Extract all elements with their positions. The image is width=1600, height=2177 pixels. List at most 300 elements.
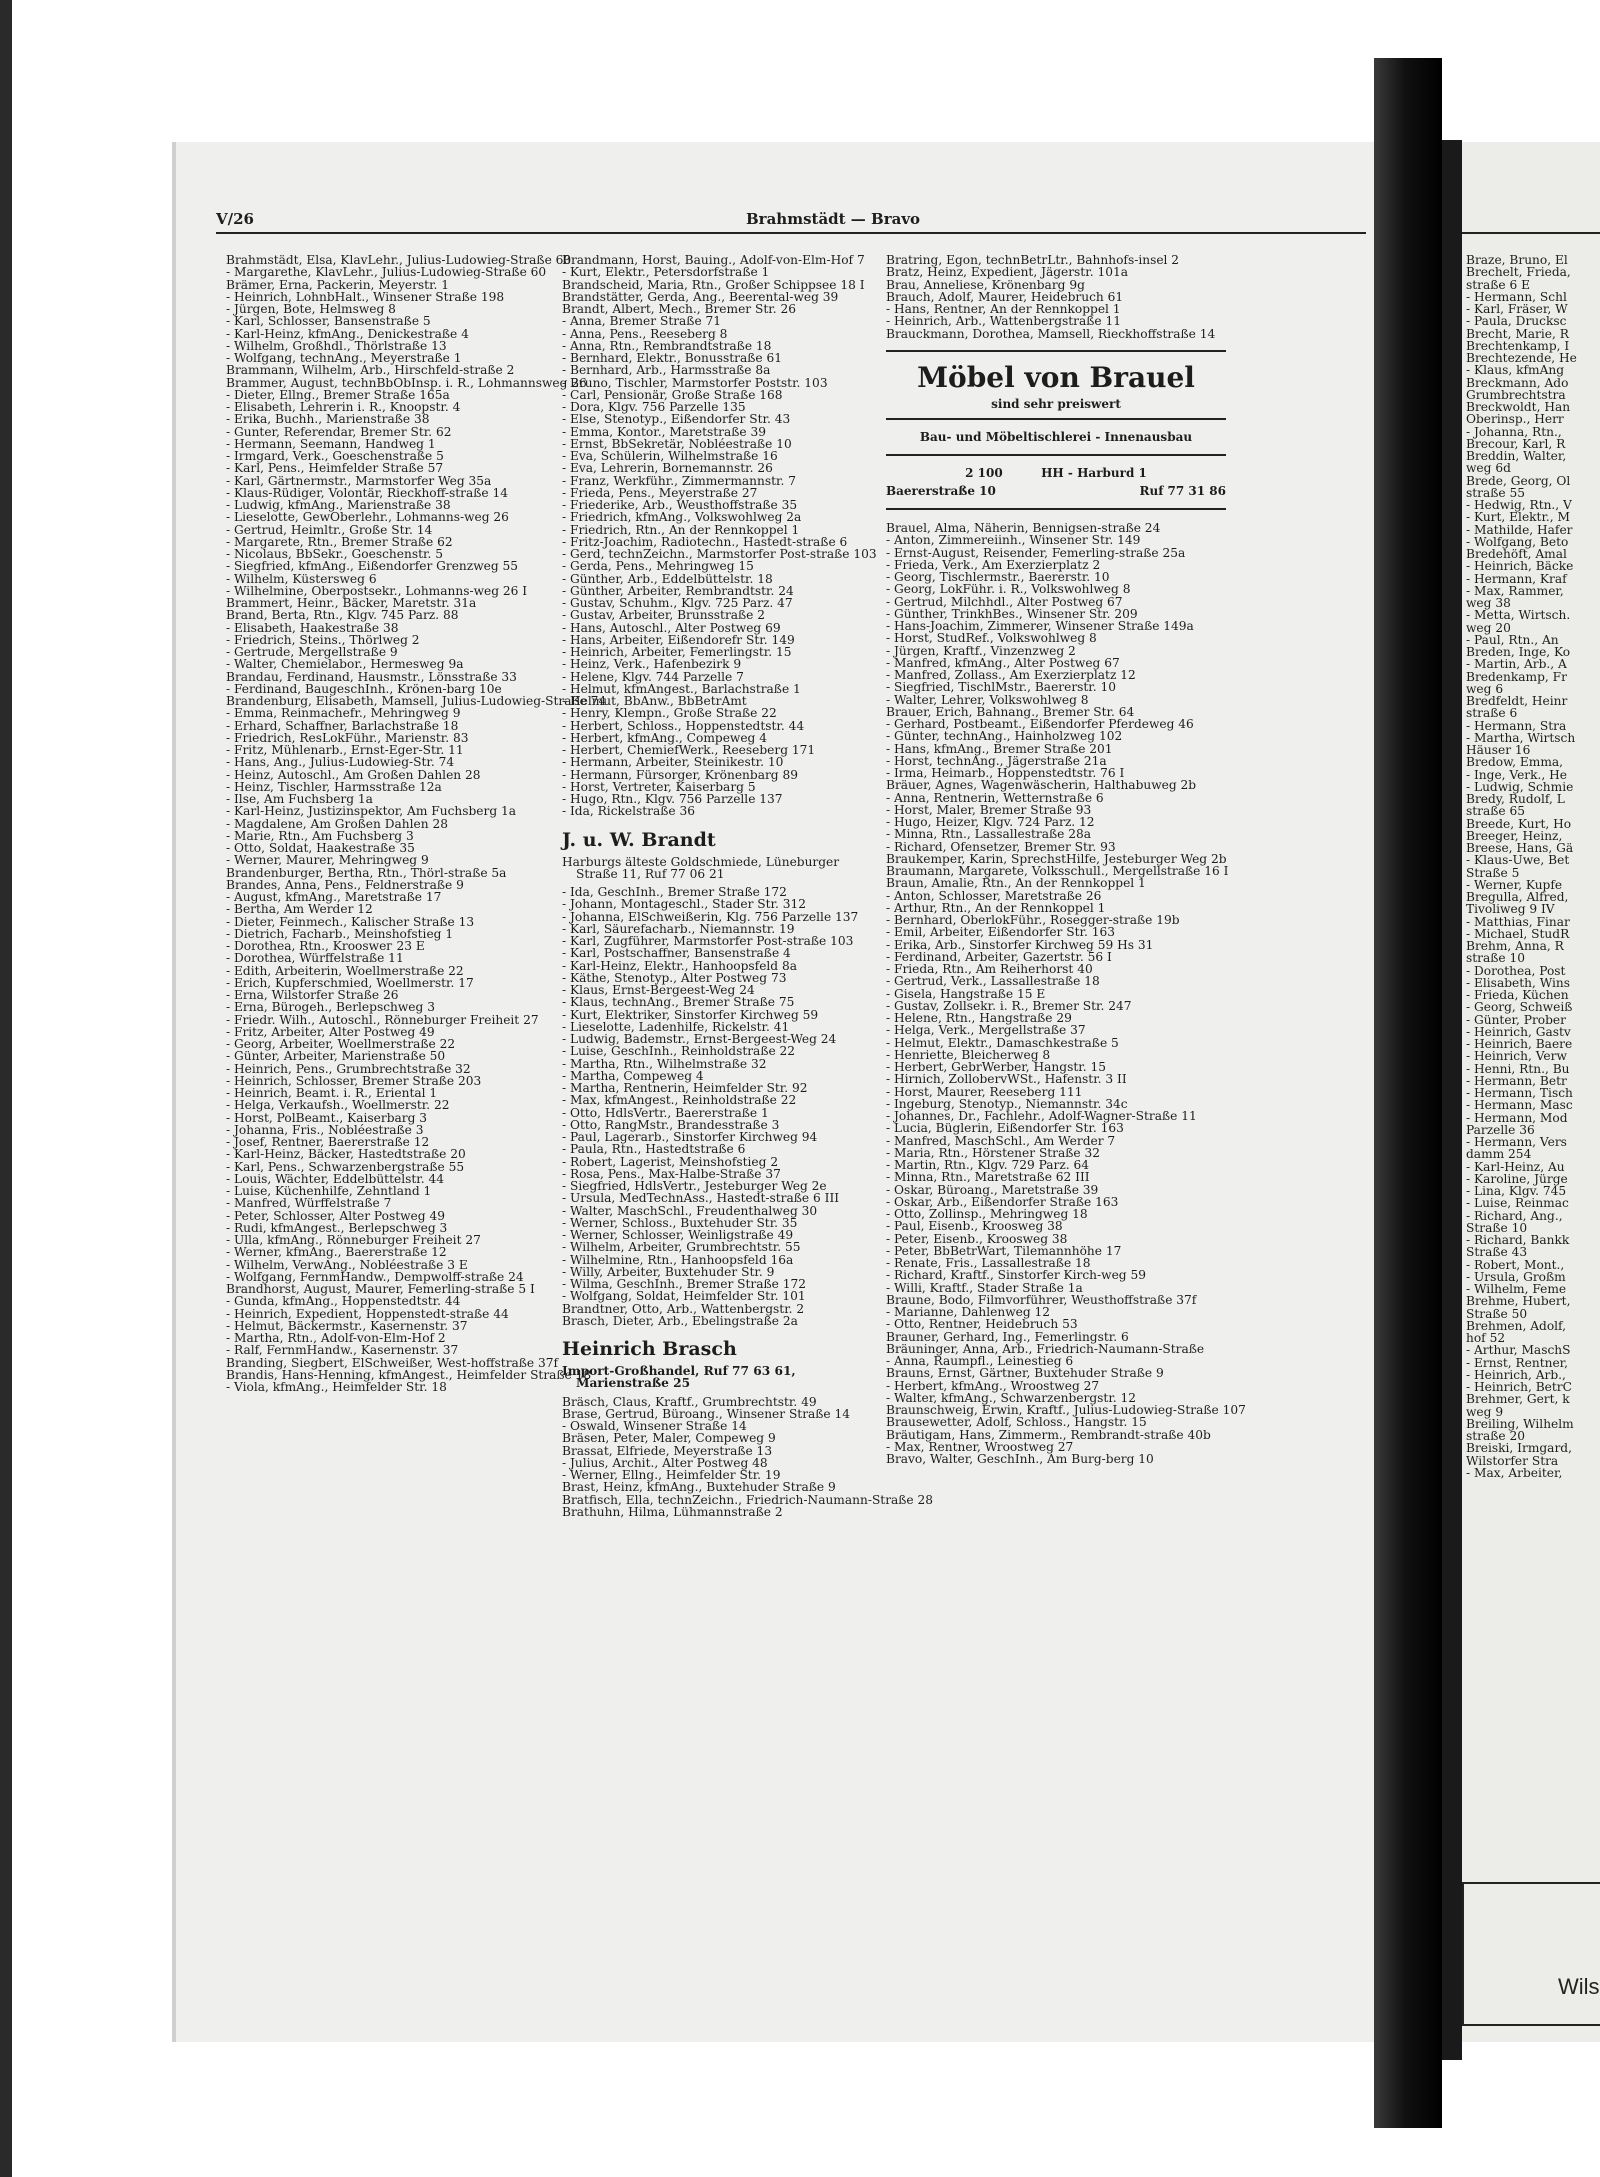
directory-entry: - Helmut, kfmAngest., Barlachstraße 1	[562, 681, 801, 696]
directory-entry: - Luise, GeschInh., Reinholdstraße 22	[562, 1044, 796, 1059]
directory-entry: - Karl, Gärtnermstr., Marmstorfer Weg 35a	[226, 473, 492, 488]
column-2-entries-c	[562, 1394, 934, 1519]
directory-entry: - Else, Stenotyp., Eißendorfer Str. 43	[562, 412, 791, 427]
directory-entry: - Minna, Rtn., Maretstraße 62 III	[886, 1170, 1090, 1185]
directory-entry: - Fritz, Mühlenarb., Ernst-Eger-Str. 11	[226, 743, 464, 757]
directory-entry: Straße 50	[1466, 1306, 1528, 1321]
directory-entry: - Max, Arbeiter,	[1466, 1465, 1563, 1480]
directory-entry: - Max, kfmAngest., Reinholdstraße 22	[562, 1093, 797, 1108]
directory-entry: - Josef, Rentner, Baererstraße 12	[226, 1135, 430, 1149]
directory-entry: - Heinrich, Pens., Grumbrechtstraße 32	[226, 1061, 471, 1076]
directory-entry: Brauer, Erich, Bahnang., Bremer Str. 64	[886, 704, 1135, 719]
directory-entry: - Johanna, Rtn.,	[1466, 424, 1562, 439]
directory-entry: straße 55	[1466, 485, 1525, 500]
directory-entry: - Horst, Maler, Bremer Straße 93	[886, 802, 1092, 817]
directory-entry: Brandau, Ferdinand, Hausmstr., Lönsstraße 33	[226, 669, 517, 684]
directory-entry: - Klaus-Uwe, Bet	[1466, 853, 1570, 868]
directory-entry: weg 6	[1466, 681, 1504, 696]
directory-entry: - Georg, Schweiß	[1466, 1000, 1573, 1015]
directory-entry: - Ludwig, Bademstr., Ernst-Bergeest-Weg 24	[562, 1032, 837, 1046]
directory-entry: - Bernhard, OberlokFühr., Rosegger-straße 19b	[886, 913, 1180, 927]
directory-entry: - Wilma, GeschInh., Bremer Straße 172	[562, 1277, 806, 1291]
directory-entry: - Paula, Drucksc	[1466, 314, 1567, 329]
directory-entry: - Manfred, Würffelstraße 7	[226, 1196, 392, 1211]
directory-entry: - Mathilde, Hafer	[1466, 522, 1573, 537]
directory-entry: - Martha, Rentnerin, Heimfelder Str. 92	[562, 1081, 808, 1095]
directory-entry: - Franz, Werkführ., Zimmermannstr. 7	[562, 473, 797, 488]
directory-entry: Straße 43	[1466, 1245, 1528, 1260]
directory-entry: Tivoliweg 9 IV	[1466, 902, 1555, 917]
directory-entry: Straße 10	[1466, 1220, 1528, 1235]
directory-entry: Bratfisch, Ella, technZeichn., Friedrich-Naumann-Straße 28	[562, 1492, 934, 1507]
directory-entry: - Heinrich, Bäcke	[1466, 559, 1574, 574]
directory-entry: Breddin, Walter,	[1466, 449, 1567, 463]
directory-entry: - Klaus, technAng., Bremer Straße 75	[562, 995, 795, 1010]
directory-entry: - Siegfried, kfmAng., Eißendorfer Grenzweg 55	[226, 559, 519, 574]
column-3	[886, 253, 1246, 1466]
directory-entry: - Julius, Archit., Alter Postweg 48	[562, 1455, 768, 1470]
directory-entry: - Dietrich, Facharb., Meinshofstieg 1	[226, 926, 454, 941]
directory-entry: - Manfred, MaschSchl., Am Werder 7	[886, 1133, 1116, 1148]
directory-entry: - Hermann, Seemann, Handweg 1	[226, 436, 436, 451]
directory-entry: - Hedwig, Rtn., V	[1466, 498, 1572, 512]
directory-entry: - Käthe, Stenotyp., Alter Postweg 73	[562, 970, 787, 985]
directory-entry: - Ernst, Rentner,	[1466, 1355, 1569, 1370]
directory-entry: - Siegfried, TischlMstr., Baererstr. 10	[886, 680, 1117, 695]
directory-entry: Bräuer, Agnes, Wagenwäscherin, Halthabuweg 2b	[886, 778, 1197, 793]
column-3-entries-b	[886, 521, 1246, 1466]
directory-entry: weg 9	[1466, 1404, 1504, 1419]
directory-entry: - Metta, Wirtsch.	[1466, 608, 1571, 623]
directory-entry: - Horst, StudRef., Volkswohlweg 8	[886, 631, 1097, 646]
directory-entry: - Gunter, Referendar, Bremer Str. 62	[226, 424, 452, 439]
directory-entry: - Nicolaus, BbSekr., Goeschenstr. 5	[226, 547, 443, 561]
directory-entry: Brammert, Heinr., Bäcker, Maretstr. 31a	[226, 596, 477, 610]
directory-entry: Breeger, Heinz,	[1466, 828, 1563, 843]
directory-entry: Bräsch, Claus, Kraftf., Grumbrechtstr. 49	[562, 1394, 817, 1409]
directory-entry: Bräutigam, Hans, Zimmerm., Rembrandt-straße 40b	[886, 1427, 1211, 1442]
directory-entry: - Rosa, Pens., Max-Halbe-Straße 37	[562, 1166, 781, 1181]
directory-entry: Bredfeldt, Heinr	[1466, 694, 1568, 708]
directory-entry: - Ulla, kfmAng., Rönneburger Freiheit 27	[226, 1233, 481, 1247]
directory-entry: - Herbert, Schloss., Hoppenstedtstr. 44	[562, 718, 805, 733]
directory-entry: - Emma, Kontor., Maretstraße 39	[562, 424, 766, 439]
directory-entry: - Heinz, Tischler, Harmsstraße 12a	[226, 779, 442, 794]
directory-entry: - Ida, GeschInh., Bremer Straße 172	[562, 885, 787, 899]
directory-entry: Brecht, Marie, R	[1466, 326, 1569, 341]
directory-entry: - Minna, Rtn., Lassallestraße 28a	[886, 827, 1092, 842]
directory-entry: Brandscheid, Maria, Rtn., Großer Schippsee 18 I	[562, 277, 865, 292]
directory-entry: Breckmann, Ado	[1466, 375, 1569, 390]
directory-entry: - Oswald, Winsener Straße 14	[562, 1419, 747, 1433]
directory-entry: - Lina, Klgv. 745	[1466, 1184, 1567, 1198]
directory-entry: - Peter, Eisenb., Krooswеg 38	[886, 1231, 1068, 1246]
directory-entry: - Margarete, Rtn., Bremer Straße 62	[226, 534, 453, 549]
directory-entry: - Heinrich, Gastv	[1466, 1024, 1571, 1039]
directory-entry: - Maria, Rtn., Hörstener Straße 32	[886, 1145, 1101, 1160]
directory-entry: - Heinrich, BetrC	[1466, 1380, 1572, 1394]
advert-address-line	[886, 464, 1226, 482]
directory-entry: - Karl, Schlosser, Bansenstraße 5	[226, 314, 431, 329]
directory-entry: - Dorothea, Post	[1466, 963, 1566, 978]
directory-entry: - Werner, Ellng., Heimfelder Str. 19	[562, 1468, 781, 1482]
directory-entry: - Gertrud, Verk., Lassallestraße 18	[886, 974, 1100, 989]
directory-entry: - Gertrud, Milchhdl., Alter Postweg 67	[886, 594, 1123, 609]
directory-entry: - Georg, Arbeiter, Woellmerstraße 22	[226, 1037, 456, 1051]
directory-entry: - Horst, PolBeamt., Kaiserbarg 3	[226, 1110, 428, 1125]
directory-entry: - Gisela, Hangstraße 15 E	[886, 986, 1046, 1001]
directory-entry: - Karl, Pens., Heimfelder Straße 57	[226, 461, 444, 476]
directory-entry: - Inge, Verk., He	[1466, 767, 1567, 782]
directory-entry: - Hermann, Fürsorger, Krönenbarg 89	[562, 767, 798, 782]
directory-entry: - Frieda, Verk., Am Exerzierplatz 2	[886, 557, 1101, 572]
advert-trade-line: Bau- und Möbeltischlerei - Innenausbau	[919, 430, 1193, 444]
directory-entry: - Emil, Arbeiter, Eißendorfer Str. 163	[886, 925, 1116, 940]
directory-entry: - Anna, Pens., Reeseberg 8	[562, 326, 728, 341]
directory-entry: Bravo, Walter, GeschInh., Am Burg-berg 10	[886, 1452, 1154, 1466]
directory-entry: Brast, Heinz, kfmAng., Buxtehuder Straße 9	[562, 1480, 836, 1495]
header-rule	[216, 232, 1366, 234]
directory-entry: - Luise, Reinmac	[1466, 1196, 1569, 1211]
directory-entry: - Richard, Ofensetzer, Bremer Str. 93	[886, 839, 1116, 854]
directory-entry: - Martha, Rtn., Adolf-von-Elm-Hof 2	[226, 1331, 446, 1345]
directory-entry: - Hugo, Heizer, Klgv. 724 Parz. 12	[886, 815, 1095, 829]
directory-entry: Brandes, Anna, Pens., Feldnerstraße 9	[226, 877, 464, 892]
directory-entry: - Günther, TrinkhBes., Winsener Str. 209	[886, 606, 1138, 621]
directory-entry: - Hermann, Kraf	[1466, 571, 1567, 586]
directory-entry: Brauch, Adolf, Maurer, Heidebruch 61	[886, 289, 1124, 304]
directory-entry: - Jürgen, Bote, Helmsweg 8	[226, 302, 396, 316]
directory-entry: - Ferdinand, BaugeschInh., Krönen-barg 10e	[226, 681, 502, 696]
directory-entry: Brasch, Dieter, Arb., Ebelingstraße 2a	[562, 1313, 798, 1328]
directory-entry: - Karoline, Jürge	[1466, 1171, 1568, 1186]
directory-entry: weg 6d	[1466, 461, 1511, 476]
column-2	[562, 253, 934, 1519]
directory-entry: - Helene, Rtn., Hangstraße 29	[886, 1011, 1072, 1025]
directory-entry: straße 20	[1466, 1429, 1525, 1443]
directory-entry: hof 52	[1466, 1331, 1506, 1345]
directory-entry: - Wilhelm, VerwAng., Nobléestraße 3 E	[226, 1257, 468, 1272]
directory-entry: - Werner, Schlosser, Weinligstraße 49	[562, 1228, 794, 1242]
directory-entry: - Martha, Rtn., Wilhelmstraße 32	[562, 1056, 767, 1071]
directory-entry: - Anton, Schlosser, Maretstraße 26	[886, 888, 1102, 903]
directory-entry: - Margarethe, KlavLehr., Julius-Ludowieg-Straße 60	[226, 265, 547, 280]
directory-entry: - Friedrich, Rtn., An der Rennkoppel 1	[562, 522, 800, 537]
directory-entry: Brandis, Hans-Henning, kfmAngest., Heimfelder Straße 18	[226, 1367, 592, 1382]
directory-entry: - Paul, Eisenb., Krooswеg 38	[886, 1219, 1063, 1234]
directory-entry: - Max, Rammer,	[1466, 583, 1564, 598]
directory-entry: - Martin, Arb., A	[1466, 657, 1567, 672]
directory-entry: Brammann, Wilhelm, Arb., Hirschfeld-straße 2	[226, 363, 515, 378]
directory-entry: - Ingeburg, Stenotyp., Niemannstr. 34c	[886, 1096, 1128, 1111]
directory-entry: - Karl-Heinz, Elektr., Hanhoopsfeld 8a	[562, 958, 798, 973]
directory-entry: - Kurt, Elektr., M	[1466, 510, 1571, 525]
directory-entry: - Friederike, Arb., Weusthoffstraße 35	[562, 498, 798, 512]
directory-entry: Bredy, Rudolf, L	[1466, 792, 1565, 806]
directory-entry: Brecour, Karl, R	[1466, 436, 1566, 451]
directory-entry: - Dieter, Feinmech., Kalischer Straße 13	[226, 914, 475, 929]
directory-entry: - Henry, Klempn., Große Straße 22	[562, 706, 777, 721]
directory-entry: - Hermann, Arbeiter, Steinikestr. 10	[562, 755, 784, 770]
directory-entry: - Peter, Schlosser, Alter Postweg 49	[226, 1208, 445, 1223]
directory-entry: - Hermann, Mod	[1466, 1110, 1568, 1125]
advert-brasch-name: Heinrich Brasch	[562, 1338, 737, 1360]
directory-entry: straße 6 E	[1466, 277, 1530, 292]
column-2-entries-b	[562, 886, 898, 1327]
directory-entry: Brehme, Hubert,	[1466, 1294, 1571, 1309]
column-3-entries-a	[886, 254, 1226, 340]
directory-entry: - Hermann, Vers	[1466, 1135, 1567, 1149]
directory-entry: Brauner, Gerhard, Ing., Femerlingstr. 6	[886, 1329, 1129, 1344]
directory-entry: - Frieda, Pens., Meyerstraße 27	[562, 485, 758, 500]
directory-entry: - Otto, Zollinsp., Mehringweg 18	[886, 1207, 1088, 1221]
directory-entry: - Werner, Kupfe	[1466, 877, 1563, 892]
directory-entry: - Ludwig, kfmAng., Marienstraße 38	[226, 498, 451, 512]
directory-entry: - Erna, Wilstorfer Straße 26	[226, 988, 399, 1002]
directory-entry: - Johanna, Fris., Nobléestraße 3	[226, 1122, 424, 1137]
directory-entry: Brechtenkamp, I	[1466, 338, 1570, 353]
directory-entry: - Bernhard, Elektr., Bonusstraße 61	[562, 351, 782, 365]
facing-header-rule	[1462, 232, 1600, 234]
directory-entry: Brandenburg, Elisabeth, Mamsell, Julius-Ludowieg-Straße 74	[226, 694, 607, 708]
directory-entry: - Siegfried, HdlsVertr., Jesteburger Weg 2e	[562, 1179, 827, 1193]
directory-entry: - Luise, Küchenhilfe, Zehntland 1	[226, 1184, 432, 1198]
directory-entry: - Heinrich, Expedient, Hoppenstedt-straße 44	[226, 1306, 509, 1321]
directory-entry: Breese, Hans, Gä	[1466, 841, 1574, 855]
directory-entry: - Gerd, technZeichn., Marmstorfer Post-straße 103	[562, 547, 877, 561]
directory-entry: Brau, Anneliese, Krönenbarg 9g	[886, 277, 1085, 292]
directory-entry: Parzelle 36	[1466, 1122, 1535, 1137]
directory-entry: - Friedrich, kfmAng., Volkswohlweg 2a	[562, 510, 802, 525]
directory-entry: - Hermann, Stra	[1466, 718, 1567, 733]
directory-entry: - Elisabeth, Wins	[1466, 975, 1571, 990]
directory-entry: Brandmann, Horst, Bauing., Adolf-von-Elm-Hof 7	[562, 253, 865, 267]
directory-entry: - Horst, Maurer, Reeseberg 111	[886, 1084, 1083, 1099]
directory-entry: - Dieter, Ellng., Bremer Straße 165a	[226, 387, 450, 402]
directory-entry: - Erhard, Schaffner, Barlachstraße 18	[226, 718, 459, 733]
directory-entry: - Martha, Compeweg 4	[562, 1068, 704, 1083]
directory-entry: - Heinrich, Arbeiter, Femerlingstr. 15	[562, 645, 792, 659]
directory-entry: - Henriette, Bleicherweg 8	[886, 1047, 1051, 1062]
advert-rule-2	[886, 454, 1226, 456]
advert-brasch-text: Import-Großhandel, Ruf 77 63 61, Marienstraße 25	[562, 1364, 796, 1391]
directory-entry: Brand, Berta, Rtn., Klgv. 745 Parz. 88	[226, 608, 459, 623]
directory-entry: - Manfred, kfmAng., Alter Postweg 67	[886, 655, 1120, 670]
directory-page	[176, 142, 1374, 2042]
directory-entry: - Lieselotte, Ladenhilfe, Rickelstr. 41	[562, 1019, 790, 1034]
directory-entry: Brehmen, Adolf,	[1466, 1318, 1566, 1333]
advert-street: Baererstraße 10	[886, 484, 996, 498]
directory-entry: - Georg, Tischlermstr., Baererstr. 10	[886, 570, 1110, 584]
directory-entry: - Heinrich, Arb.,	[1466, 1367, 1566, 1382]
directory-entry: - Wilhelmine, Rtn., Hanhoopsfeld 16a	[562, 1252, 794, 1267]
facing-advert-box	[1462, 1882, 1600, 2026]
directory-entry: - Gustav, Schuhm., Klgv. 725 Parz. 47	[562, 596, 793, 610]
directory-entry: Häuser 16	[1466, 743, 1531, 757]
directory-entry: - Frieda, Küchen	[1466, 988, 1569, 1002]
directory-entry: - Günter, Arbeiter, Marienstraße 50	[226, 1049, 446, 1064]
directory-entry: - Bruno, Tischler, Marmstorfer Poststr. 103	[562, 375, 828, 390]
directory-entry: Brauns, Ernst, Gärtner, Buxtehuder Straße 9	[886, 1366, 1164, 1381]
directory-entry: - Manfred, Zollass., Am Exerzierplatz 12	[886, 668, 1136, 682]
directory-entry: - Ludwig, Schmie	[1466, 779, 1574, 794]
directory-entry: - Martha, Wirtsch	[1466, 730, 1576, 745]
directory-entry: - Herbert, kfmAng., Compeweg 4	[562, 730, 767, 745]
directory-entry: - Magdalene, Am Großen Dahlen 28	[226, 816, 448, 831]
directory-entry: - Friedr. Wilh., Autoschl., Rönneburger Freiheit 27	[226, 1012, 539, 1027]
directory-entry: - Karl, Säurefacharb., Niemannstr. 19	[562, 921, 795, 936]
column-2-entries-a	[562, 254, 898, 818]
directory-entry: - Max, Rentner, Wroostweg 27	[886, 1439, 1074, 1454]
directory-entry: - Karl, Fräser, W	[1466, 302, 1568, 316]
directory-entry: - Hermann, Masc	[1466, 1098, 1573, 1113]
directory-entry: - Karl, Pens., Schwarzenbergstraße 55	[226, 1159, 465, 1174]
advert-moebel-brauel	[886, 350, 1226, 510]
directory-entry: - Hans-Joachim, Zimmerer, Winsener Straße 149a	[886, 619, 1194, 633]
book-spine-edge	[1442, 140, 1462, 2060]
directory-entry: - Karl-Heinz, Justizinspektor, Am Fuchsberg 1a	[226, 804, 517, 819]
directory-entry: - Irmgard, Verk., Goeschenstraße 5	[226, 449, 444, 463]
directory-entry: - August, kfmAng., Maretstraße 17	[226, 890, 442, 904]
directory-entry: Brede, Georg, Ol	[1466, 473, 1571, 488]
advert-brandt-text: Harburgs älteste Goldschmiede, Lüneburger Straße 11, Ruf 77 06 21	[562, 854, 840, 881]
directory-entry: - Heinrich, Schlosser, Bremer Straße 203	[226, 1073, 482, 1088]
directory-entry: - Hans, Rentner, An der Rennkoppel 1	[886, 302, 1121, 316]
directory-entry: - Wilhelm, Arbeiter, Grumbrechtstr. 55	[562, 1240, 801, 1255]
directory-entry: - Anna, Rtn., Rembrandtstraße 18	[562, 338, 772, 353]
directory-entry: - Robert, Mont.,	[1466, 1257, 1565, 1272]
directory-entry: - Wilhelm, Großhdl., Thörlstraße 13	[226, 338, 447, 353]
directory-entry: - Richard, Bankk	[1466, 1233, 1570, 1247]
directory-entry: - Otto, HdlsVertr., Baererstraße 1	[562, 1105, 769, 1120]
directory-entry: - Arthur, Rtn., An der Rennkoppel 1	[886, 900, 1106, 915]
directory-entry: - Walter, kfmAng., Schwarzenbergstr. 12	[886, 1390, 1137, 1405]
directory-entry: - Ferdinand, Arbeiter, Gazertstr. 56 I	[886, 949, 1112, 964]
directory-entry: Braunschweig, Erwin, Kraftf., Julius-Ludowieg-Straße 107	[886, 1403, 1246, 1417]
directory-entry: Braun, Amalie, Rtn., An der Rennkoppel 1	[886, 876, 1146, 891]
directory-entry: Brahmstädt, Elsa, KlavLehr., Julius-Ludowieg-Straße 60	[226, 253, 572, 267]
directory-entry: Brehm, Anna, R	[1466, 939, 1564, 953]
directory-entry: - Frieda, Rtn., Am Reiherhorst 40	[886, 962, 1093, 976]
directory-entry: - Erika, Buchh., Marienstraße 38	[226, 412, 430, 427]
directory-entry: Breiling, Wilhelm	[1466, 1416, 1574, 1431]
directory-entry: Brandstätter, Gerda, Ang., Beerental-weg 39	[562, 289, 839, 304]
directory-entry: Braune, Bodo, Filmvorführer, Weusthoffstraße 37f	[886, 1292, 1197, 1307]
directory-entry: - Heinz, Autoschl., Am Großen Dahlen 28	[226, 767, 481, 782]
scan-left-edge	[0, 0, 12, 2177]
directory-entry: - Martin, Rtn., Klgv. 729 Parz. 64	[886, 1158, 1090, 1172]
directory-entry: - Fritz-Joachim, Radiotechn., Hastedt-straße 6	[562, 534, 848, 549]
directory-entry: - Günther, Arbeiter, Rembrandtstr. 24	[562, 583, 794, 598]
directory-entry: Brechtezende, He	[1466, 351, 1577, 365]
directory-entry: - Gertrude, Mergellstraße 9	[226, 645, 398, 659]
directory-entry: - Helga, Verk., Mergellstraße 37	[886, 1023, 1086, 1038]
directory-entry: - Erika, Arb., Sinstorfer Kirchweg 59 Hs 31	[886, 937, 1154, 952]
directory-entry: - Wilhelm, Feme	[1466, 1282, 1567, 1296]
directory-entry: - Dorothea, Würffelstraße 11	[226, 951, 404, 966]
directory-entry: - Elisabeth, Lehrerin i. R., Knoopstr. 4	[226, 400, 461, 414]
directory-entry: - Viola, kfmAng., Heimfelder Str. 18	[226, 1380, 447, 1394]
directory-entry: - Willy, Arbeiter, Buxtehuder Str. 9	[562, 1264, 775, 1279]
advert-phone: Ruf 77 31 86	[1139, 484, 1226, 498]
directory-entry: - Karl, Postschaffner, Bansenstraße 4	[562, 946, 791, 961]
directory-entry: - Walter, Lehrer, Volkswohlweg 8	[886, 692, 1089, 707]
directory-entry: - Dorothea, Rtn., Krooswег 23 E	[226, 939, 425, 953]
directory-entry: - Lucia, Büglerin, Eißendorfer Str. 163	[886, 1121, 1124, 1136]
directory-entry: Straße 5	[1466, 865, 1520, 880]
directory-entry: - Ilse, Am Fuchsberg 1a	[226, 792, 373, 806]
directory-entry: Bredow, Emma,	[1466, 755, 1564, 770]
directory-entry: - Johannes, Dr., Fachlehr., Adolf-Wagner-Straße 11	[886, 1109, 1197, 1123]
book-spine-shadow	[1374, 58, 1442, 2128]
advert-rule	[886, 418, 1226, 420]
directory-entry: - Arthur, MaschS	[1466, 1343, 1571, 1358]
directory-entry: - Wilhelm, Küstersweg 6	[226, 571, 377, 586]
directory-entry: - Otto, RangMstr., Brandesstraße 3	[562, 1117, 780, 1132]
directory-entry: - Klaus, Ernst-Bergeest-Weg 24	[562, 983, 755, 997]
directory-entry: Breden, Inge, Ko	[1466, 645, 1571, 659]
directory-entry: - Bertha, Am Werder 12	[226, 902, 373, 917]
directory-entry: - Hans, Arbeiter, Eißendorefr Str. 149	[562, 632, 795, 647]
page-title: Brahmstädt — Bravo	[746, 210, 921, 228]
directory-entry: - Erich, Kupferschmied, Woellmerstr. 17	[226, 975, 474, 990]
directory-entry: - Hans, kfmAng., Bremer Straße 201	[886, 741, 1113, 756]
directory-entry: - Friedrich, Steins., Thörlweg 2	[226, 632, 420, 647]
advert-postcode: 2 100	[965, 466, 1003, 480]
directory-entry: - Michael, StudR	[1466, 926, 1570, 941]
directory-entry: - Wilhelmine, Oberpostsekr., Lohmanns-weg 26 I	[226, 583, 528, 598]
directory-entry: - Werner, kfmAng., Baererstraße 12	[226, 1245, 447, 1260]
directory-entry: Brassat, Elfriede, Meyerstraße 13	[562, 1443, 773, 1458]
directory-entry: - Ralf, FernmHandw., Kasernenstr. 37	[226, 1343, 459, 1358]
directory-entry: - Henni, Rtn., Bu	[1466, 1061, 1570, 1076]
directory-entry: - Wolfgang, Beto	[1466, 534, 1569, 549]
directory-entry: - Paul, Lagerarb., Sinstorfer Kirchweg 94	[562, 1130, 818, 1144]
directory-entry: - Dora, Klgv. 756 Parzelle 135	[562, 400, 746, 414]
directory-entry: - Carl, Pensionär, Große Straße 168	[562, 387, 783, 402]
directory-entry: - Heinrich, LohnbHalt., Winsener Straße 198	[226, 289, 505, 304]
directory-entry: Bredehöft, Amal	[1466, 547, 1567, 561]
directory-entry: - Anna, Bremer Straße 71	[562, 314, 722, 329]
directory-entry: - Ida, Rickelstraße 36	[562, 804, 695, 819]
directory-entry: - Kurt, Elektr., Petersdorfstraße 1	[562, 265, 770, 280]
directory-entry: - Wolfgang, Soldat, Heimfelder Str. 101	[562, 1289, 806, 1304]
directory-entry: straße 65	[1466, 804, 1525, 819]
directory-entry: Braumann, Margarete, Volksschull., Mergellstraße 16 I	[886, 864, 1229, 878]
directory-entry: weg 38	[1466, 596, 1511, 610]
directory-entry: - Willi, Kraftf., Stader Straße 1a	[886, 1280, 1083, 1295]
facing-advert-text: Wils	[1558, 1974, 1600, 1999]
directory-entry: Bratring, Egon, technBetrLtr., Bahnhofs-insel 2	[886, 253, 1180, 267]
directory-entry: - Marianne, Dahlenweg 12	[886, 1305, 1051, 1319]
directory-entry: damm 254	[1466, 1147, 1532, 1162]
directory-entry: weg 20	[1466, 620, 1511, 635]
directory-entry: - Hermann, Schl	[1466, 289, 1567, 304]
directory-entry: - Günter, technAng., Hainholzweg 102	[886, 729, 1123, 744]
directory-entry: - Herbert, kfmAng., Wroostweg 27	[886, 1378, 1100, 1393]
directory-entry: Brathuhn, Hilma, Lühmannstraße 2	[562, 1504, 783, 1519]
directory-entry: - Otto, Rentner, Heidebruch 53	[886, 1317, 1078, 1332]
directory-entry: - Eva, Lehrerin, Bornemannstr. 26	[562, 461, 773, 476]
directory-entry: - Werner, Schloss., Buxtehuder Str. 35	[562, 1215, 798, 1230]
directory-entry: - Otto, Soldat, Haakestraße 35	[226, 841, 415, 855]
directory-entry: - Hans, Autoschl., Alter Postweg 69	[562, 620, 781, 635]
directory-entry: - Heinz, Verk., Hafenbezirk 9	[562, 657, 742, 672]
directory-entry: - Ursula, Großm	[1466, 1269, 1566, 1284]
directory-entry: Braze, Bruno, El	[1466, 253, 1568, 267]
directory-entry: Brauel, Alma, Näherin, Bennigsen-straße 24	[886, 521, 1161, 535]
directory-entry: - Karl-Heinz, Au	[1466, 1159, 1565, 1174]
